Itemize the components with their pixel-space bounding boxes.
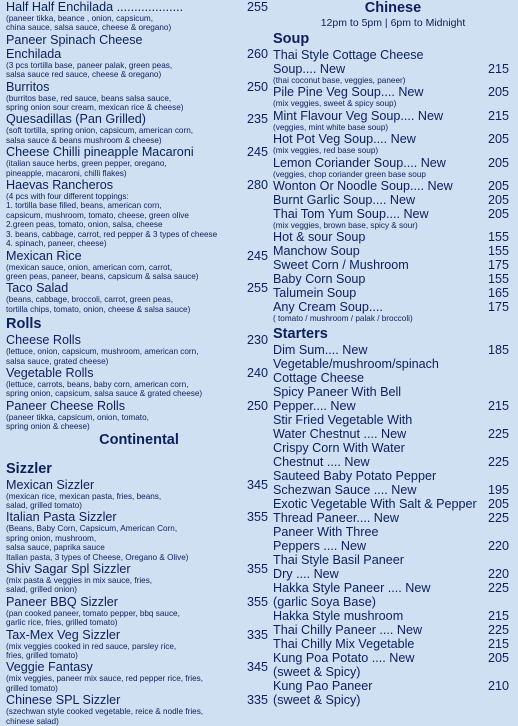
menu-item-name: Cottage Cheese xyxy=(273,370,365,385)
menu-item-name: Stir Fried Vegetable With xyxy=(273,412,413,427)
menu-item xyxy=(273,442,513,455)
menu-item xyxy=(273,133,513,155)
menu-item-price: 355 xyxy=(246,510,268,525)
menu-item-name: Mexican Rice xyxy=(6,248,82,263)
menu-item-price: 155 xyxy=(487,272,509,287)
menu-item-price: 355 xyxy=(246,594,268,609)
left-column xyxy=(6,0,272,726)
menu-item-price: 245 xyxy=(246,145,268,160)
menu-item-name: Crispy Corn With Water xyxy=(273,440,405,455)
menu-item-description: garlic rice, fries, grilled tomato) xyxy=(6,618,118,628)
menu-item-name: Sauteed Baby Potato Pepper xyxy=(273,468,437,483)
menu-item xyxy=(273,554,513,567)
menu-item-description: ( tomato / mushroom / palak / broccoli) xyxy=(273,314,413,324)
menu-item xyxy=(6,334,272,366)
menu-item-name: Peppers .... New xyxy=(273,538,367,553)
menu-item-name: Taco Salad xyxy=(6,281,69,296)
menu-item-price: 205 xyxy=(487,179,509,194)
menu-item-price: 215 xyxy=(487,608,509,623)
menu-item xyxy=(273,540,513,553)
menu-item xyxy=(273,680,513,693)
menu-item xyxy=(6,34,272,47)
menu-item-name: Cheese Rolls xyxy=(6,333,81,348)
menu-item-price: 225 xyxy=(487,426,509,441)
menu-item-price: 205 xyxy=(487,496,509,511)
menu-item xyxy=(273,273,513,286)
menu-item-description: (mix veggies, brown base, spicy & sour) xyxy=(273,221,418,231)
menu-item-name: Shiv Sagar Spl Sizzler xyxy=(6,562,131,576)
menu-item-name: Paneer Cheese Rolls xyxy=(6,398,126,413)
menu-item-description: chinese salad) xyxy=(6,716,59,726)
menu-item-description: (paneer tikka, beance , onion, capsicum, xyxy=(6,14,154,23)
menu-item xyxy=(273,358,513,371)
menu-item xyxy=(6,596,272,628)
menu-item-description: (thai coconut base, veggies, paneer) xyxy=(273,76,406,85)
spacer xyxy=(6,449,272,459)
menu-item-price: 155 xyxy=(487,230,509,245)
menu-item xyxy=(273,372,513,385)
menu-item-price: 205 xyxy=(487,650,509,665)
menu-item-price: 205 xyxy=(487,155,509,170)
menu-item xyxy=(273,428,513,441)
menu-item-description: (lettuce, onion, capsicum, mushroom, american corn, xyxy=(6,347,199,357)
menu-item xyxy=(273,638,513,651)
menu-item-name: (sweet & Spicy) xyxy=(273,664,361,679)
menu-item-price: 225 xyxy=(487,622,509,637)
menu-item-description: (beans, cabbage, broccoli, carrot, green peas, xyxy=(6,295,174,305)
menu-item-description: spring onion, capsicum, salsa sauce & grated cheese) xyxy=(6,389,203,399)
menu-item-price: 355 xyxy=(246,562,268,576)
menu-item-name: Dim Sum.... New xyxy=(273,342,368,357)
menu-item xyxy=(273,86,513,108)
menu-item xyxy=(6,81,272,113)
menu-item xyxy=(6,661,272,693)
menu-item-price: 205 xyxy=(487,193,509,208)
menu-item-description: tortilla chips, tomato, onion, cheese & salsa sauce) xyxy=(6,304,191,314)
menu-item-name: Thai Chilly Paneer .... New xyxy=(273,622,423,637)
menu-item-price: 345 xyxy=(246,660,268,675)
menu-item-description: salad, grilled onion) xyxy=(6,585,78,595)
menu-item-name: Thread Paneer.... New xyxy=(273,510,400,525)
menu-item-description: capsicum, mushroom, tomato, cheese, green olive xyxy=(6,210,189,220)
menu-item-name: Thai Style Basil Paneer xyxy=(273,552,404,567)
menu-item-description: (lettuce, carrots, beans, baby corn, american corn, xyxy=(6,379,189,389)
menu-item-name: Kung Poa Potato .... New xyxy=(273,650,415,665)
menu-item-name: Tax-Mex Veg Sizzler xyxy=(6,627,121,642)
menu-item-price: 345 xyxy=(246,477,268,492)
menu-item xyxy=(273,400,513,413)
menu-item xyxy=(273,694,513,707)
menu-item-price: 215 xyxy=(487,108,509,123)
menu-item-description: 1. tortilla base filled, beans, american corn, xyxy=(6,201,162,211)
menu-item xyxy=(273,498,513,511)
menu-item-name: Manchow Soup xyxy=(273,244,360,259)
menu-item-description: (pan cooked paneer, tomato pepper, bbq sauce, xyxy=(6,608,180,618)
menu-item-description: salad, grilled tomato) xyxy=(6,500,82,510)
menu-item-description: (mix veggies cooked in red sauce, parsley rice, xyxy=(6,641,177,651)
menu-item-description: (4 pcs with four different toppings: xyxy=(6,192,129,202)
menu-item-description: 4. spinach, paneer, cheese) xyxy=(6,239,107,249)
menu-item xyxy=(6,48,272,80)
menu-item-description: (mix veggies, red base soup) xyxy=(273,146,379,156)
menu-item-name: Mexican Sizzler xyxy=(6,477,95,492)
menu-item-price: 260 xyxy=(246,46,268,61)
menu-item-price: 220 xyxy=(487,566,509,581)
menu-item xyxy=(6,250,272,282)
menu-item-description: salsa sauce, paprika sauce xyxy=(6,543,105,553)
menu-item xyxy=(273,470,513,483)
menu-item-price: 230 xyxy=(246,333,268,348)
menu-item-name: Lemon Coriander Soup.... New xyxy=(273,155,446,170)
section-heading-starters: Starters xyxy=(273,325,328,342)
menu-item-price: 280 xyxy=(246,178,268,193)
menu-item-name: Pepper.... New xyxy=(273,398,356,413)
menu-item xyxy=(273,610,513,623)
menu-item xyxy=(6,282,272,314)
menu-item-name: Hakka Style Paneer .... New xyxy=(273,580,431,595)
menu-item xyxy=(273,596,513,609)
menu-item-description: (italian sauce herbs, green pepper, oregano, xyxy=(6,159,167,169)
menu-item-price: 205 xyxy=(487,132,509,147)
menu-item xyxy=(273,63,513,85)
service-hours: 12pm to 5pm | 6pm to Midnight xyxy=(320,17,466,29)
menu-item-price: 220 xyxy=(487,538,509,553)
menu-item xyxy=(6,511,272,562)
menu-item-name: Schezwan Sauce .... New xyxy=(273,482,417,497)
menu-item-name: Burritos xyxy=(6,79,50,94)
menu-item-price: 210 xyxy=(487,678,509,693)
menu-item-description: salsa sauce, grated cheese) xyxy=(6,356,109,366)
menu-item-name: Thai Style Cottage Cheese xyxy=(273,48,424,62)
menu-item xyxy=(273,231,513,244)
menu-item-price: 225 xyxy=(487,454,509,469)
menu-item-description: spring onion & cheese) xyxy=(6,422,90,432)
menu-item-description: green peas, paneer, beans, capsicum & salsa sauce) xyxy=(6,271,199,281)
menu-item xyxy=(273,624,513,637)
menu-item-price: 215 xyxy=(487,636,509,651)
menu-item-description: 2.green peas, tomato, onion, salsa, cheese xyxy=(6,220,163,230)
menu-item-price: 195 xyxy=(487,482,509,497)
menu-item-name: Soup.... New xyxy=(273,62,346,76)
menu-item-name: Thai Tom Yum Soup.... New xyxy=(273,207,429,222)
menu-item xyxy=(6,113,272,145)
menu-item-price: 255 xyxy=(246,0,268,14)
menu-item-price: 255 xyxy=(246,281,268,296)
menu-item xyxy=(273,344,513,357)
menu-item-name: Haevas Rancheros xyxy=(6,178,114,193)
menu-item-description: fries, grilled tomato) xyxy=(6,651,78,661)
menu-item-name: Hot & sour Soup xyxy=(273,230,366,245)
menu-item xyxy=(273,582,513,595)
section-heading-continental: Continental xyxy=(99,431,179,448)
menu-item-name: Enchilada xyxy=(6,46,62,61)
menu-item-name: Dry .... New xyxy=(273,566,339,581)
menu-item-price: 225 xyxy=(487,580,509,595)
menu-item-description: spring onion, mushroom, xyxy=(6,533,97,543)
menu-item-description: (mexican sauce, onion, american corn, carrot, xyxy=(6,262,173,272)
menu-item-name: Vegetable/mushroom/spinach xyxy=(273,356,439,371)
menu-item-name: Paneer With Three xyxy=(273,524,379,539)
menu-item-price: 175 xyxy=(487,300,509,315)
section-heading-chinese: Chinese xyxy=(364,0,422,16)
menu-item-description: 3. beans, cabbage, carrot, red pepper & 3 types of cheese xyxy=(6,229,218,239)
menu-item-price: 205 xyxy=(487,85,509,100)
menu-item-description: (mix veggies, sweet & spicy soup) xyxy=(273,99,397,109)
menu-item-price: 240 xyxy=(246,365,268,380)
menu-item-description: (mix veggies, paneer mix sauce, red pepper rice, fries, xyxy=(6,674,204,684)
menu-item xyxy=(6,400,272,432)
menu-item-price: 155 xyxy=(487,244,509,259)
menu-item-price: 225 xyxy=(487,510,509,525)
menu-item-name: Wonton Or Noodle Soup.... New xyxy=(273,179,453,194)
menu-item xyxy=(273,526,513,539)
menu-item xyxy=(273,652,513,665)
menu-item xyxy=(6,694,272,726)
menu-item xyxy=(273,157,513,179)
menu-item-description: grilled tomato) xyxy=(6,683,58,693)
menu-item-name: Exotic Vegetable With Salt & Pepper xyxy=(273,496,477,511)
menu-item-price: 250 xyxy=(246,79,268,94)
menu-item-description: salsa sauce & beans mushroom & cheese) xyxy=(6,135,162,145)
menu-item-name: Italian Pasta Sizzler xyxy=(6,510,117,525)
section-heading-sizzler: Sizzler xyxy=(6,460,52,477)
menu-item-description: (3 pcs tortilla base, paneer palak, green peas, xyxy=(6,60,173,70)
menu-item xyxy=(273,484,513,497)
menu-item xyxy=(273,301,513,323)
menu-item-description: (paneer tikka, capsicum, onion, tomato, xyxy=(6,412,149,422)
menu-item-name: Pile Pine Veg Soup.... New xyxy=(273,85,424,100)
menu-item-price: 250 xyxy=(246,398,268,413)
menu-item xyxy=(273,49,513,62)
menu-item-name: Burnt Garlic Soup.... New xyxy=(273,193,416,208)
menu-item-description: (Beans, Baby Corn, Capsicum, American Corn, xyxy=(6,524,178,534)
section-heading-rolls: Rolls xyxy=(6,316,42,333)
menu-item-name: Thai Chilly Mix Vegetable xyxy=(273,636,415,651)
menu-item-name: Water Chestnut .... New xyxy=(273,426,407,441)
menu-item-name: Baby Corn Soup xyxy=(273,272,366,287)
menu-item xyxy=(273,110,513,132)
menu-item-price: 335 xyxy=(246,627,268,642)
menu-item-description: (veggies, chop coriander green base soup xyxy=(273,169,426,179)
menu-item xyxy=(6,367,272,399)
menu-item-description: (soft tortilla, spring onion, capsicum, american corn, xyxy=(6,126,194,136)
menu-item-description: china sauce, salsa sauce, cheese & oregano) xyxy=(6,23,172,33)
menu-item xyxy=(6,1,272,33)
menu-item-name: Hakka Style mushroom xyxy=(273,608,404,623)
menu-item-description: (szechwan style cooked vegetable, reice & nodle fries, xyxy=(6,707,204,717)
menu-item xyxy=(273,386,513,399)
menu-item-price: 165 xyxy=(487,286,509,301)
menu-item-name: Cheese Chilli pineapple Macaroni xyxy=(6,145,194,160)
menu-item-price: 335 xyxy=(246,693,268,708)
menu-item-name: Sweet Corn / Mushroom xyxy=(273,258,409,273)
menu-item-name: (sweet & Spicy) xyxy=(273,692,361,707)
menu-item-price: 185 xyxy=(487,342,509,357)
menu-item-name: Spicy Paneer With Bell xyxy=(273,384,402,399)
menu-item-description: (mexican rice, mexican pasta, fries, beans, xyxy=(6,491,162,501)
menu-item-price: 175 xyxy=(487,258,509,273)
menu-item xyxy=(6,479,272,511)
menu-item-name: Half Half Enchilada ................... xyxy=(6,0,184,14)
menu-item-name: (garlic Soya Base) xyxy=(273,594,376,609)
menu-item-price: 215 xyxy=(487,62,509,76)
menu-item xyxy=(273,287,513,300)
menu-item-name: Chestnut .... New xyxy=(273,454,370,469)
menu-item-name: Paneer BBQ Sizzler xyxy=(6,594,118,609)
menu-item-name: Paneer Spinach Cheese xyxy=(6,32,143,47)
menu-item-name: Chinese SPL Sizzler xyxy=(6,693,121,708)
menu-item-name: Kung Pao Paneer xyxy=(273,678,373,693)
menu-item-description: (mix pasta & veggies in mix sauce, fries, xyxy=(6,576,153,585)
menu-item xyxy=(273,512,513,525)
menu-item-name: Veggie Fantasy xyxy=(6,660,93,675)
menu-item-description: (burritos base, red sauce, beans salsa sauce, xyxy=(6,93,172,103)
menu-item xyxy=(6,563,272,595)
menu-item-description: spring onion sour cream, mexican rice & cheese) xyxy=(6,103,184,113)
right-column xyxy=(273,0,513,707)
menu-item-name: Hot Pot Veg Soup.... New xyxy=(273,132,416,147)
menu-item xyxy=(6,629,272,661)
menu-item xyxy=(6,179,272,248)
menu-item-description: pineapple, macaroni, chilli flakes) xyxy=(6,168,127,178)
menu-item-price: 245 xyxy=(246,248,268,263)
menu-item xyxy=(273,259,513,272)
menu-item xyxy=(273,666,513,679)
menu-item-name: Mint Flavour Veg Soup.... New xyxy=(273,108,444,123)
menu-item xyxy=(273,194,513,207)
menu-item-name: Any Cream Soup.... xyxy=(273,300,383,315)
menu-item-name: Vegetable Rolls xyxy=(6,365,94,380)
menu-item-description: salsa sauce red sauce, cheese & oregano) xyxy=(6,70,162,80)
menu-item-name: Quesadillas (Pan Grilled) xyxy=(6,112,146,127)
menu-item-description: Italian pasta, 3 types of Cheese, Oregano & Olive) xyxy=(6,552,189,562)
menu-item-price: 205 xyxy=(487,207,509,222)
menu-item xyxy=(6,146,272,178)
menu-item xyxy=(273,414,513,427)
menu-item-description: (veggies, mint white base soup) xyxy=(273,122,389,132)
section-heading-soup: Soup xyxy=(273,31,310,47)
menu-item xyxy=(273,180,513,193)
menu-item xyxy=(273,245,513,258)
menu-item xyxy=(273,208,513,230)
menu-item-name: Talumein Soup xyxy=(273,286,357,301)
menu-item xyxy=(273,568,513,581)
menu-item-price: 235 xyxy=(246,112,268,127)
menu-item-price: 215 xyxy=(487,398,509,413)
menu-item xyxy=(273,456,513,469)
